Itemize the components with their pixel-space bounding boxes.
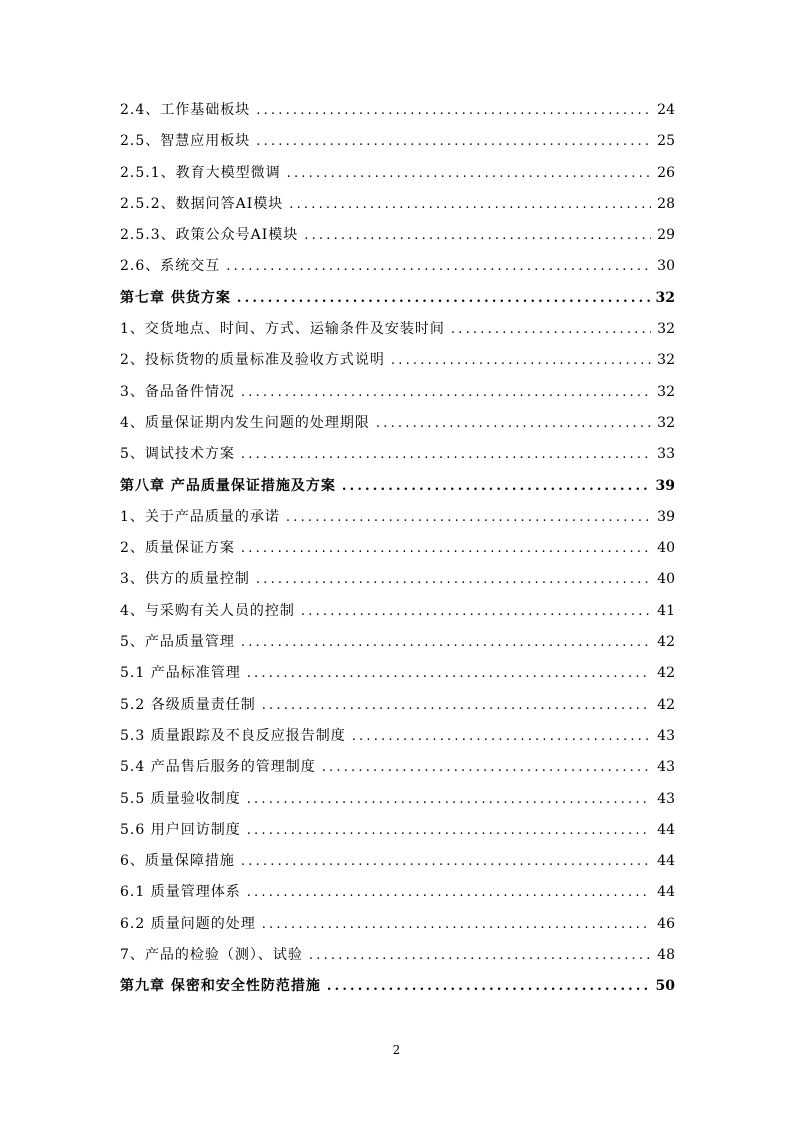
toc-entry[interactable] [120, 940, 675, 971]
toc-entry-page: 29 [657, 227, 675, 244]
toc-leader-dots [289, 189, 651, 220]
toc-entry-page: 32 [655, 289, 675, 306]
toc-entry[interactable] [120, 533, 675, 564]
toc-entry-page: 44 [657, 821, 675, 838]
toc-entry[interactable] [120, 251, 675, 282]
toc-entry-title: 5.6 用户回访制度 [120, 821, 241, 838]
toc-entry-page: 44 [657, 853, 675, 870]
toc-leader-dots [376, 408, 651, 439]
toc-entry[interactable] [120, 220, 675, 251]
toc-entry-title: 4、与采购有关人员的控制 [120, 602, 295, 619]
toc-entry[interactable] [120, 877, 675, 908]
toc-entry-page: 39 [657, 508, 675, 525]
toc-entry-title: 5.1 产品标准管理 [120, 665, 241, 682]
toc-entry-title: 5.3 质量跟踪及不良反应报告制度 [120, 727, 346, 744]
toc-leader-dots [256, 564, 651, 595]
toc-leader-dots [262, 909, 651, 940]
toc-leader-dots [241, 533, 651, 564]
toc-entry-title: 2、质量保证方案 [120, 540, 235, 557]
toc-entry-page: 32 [657, 414, 675, 431]
toc-entry-title: 4、质量保证期内发生问题的处理期限 [120, 414, 370, 431]
toc-entry-page: 32 [657, 383, 675, 400]
toc-entry-title: 7、产品的检验（测）、试验 [120, 947, 303, 964]
toc-entry[interactable] [120, 846, 675, 877]
toc-entry-page: 24 [657, 102, 675, 118]
toc-entry-title: 1、关于产品质量的承诺 [120, 508, 280, 525]
toc-leader-dots [247, 877, 651, 908]
toc-entry-title: 5.5 质量验收制度 [120, 790, 241, 807]
toc-chapter-entry[interactable] [120, 471, 675, 502]
toc-entry-title: 2.5.2、数据问答AI模块 [120, 195, 284, 212]
toc-entry-page: 46 [657, 915, 675, 932]
toc-entry-page: 25 [657, 133, 675, 150]
toc-entry[interactable] [120, 345, 675, 376]
toc-entry[interactable] [120, 658, 675, 689]
toc-leader-dots [287, 158, 651, 189]
toc-entry[interactable] [120, 95, 675, 126]
toc-entry[interactable] [120, 189, 675, 220]
toc-entry[interactable] [120, 158, 675, 189]
toc-leader-dots [391, 345, 651, 376]
toc-leader-dots [327, 971, 650, 1002]
toc-leader-dots [322, 752, 651, 783]
toc-entry-title: 1、交货地点、时间、方式、运输条件及安装时间 [120, 321, 445, 338]
toc-entry-page: 30 [657, 258, 675, 275]
toc-entry[interactable] [120, 596, 675, 627]
toc-entry[interactable] [120, 439, 675, 470]
toc-entry-page: 42 [657, 634, 675, 651]
toc-entry-page: 44 [657, 884, 675, 901]
toc-leader-dots [247, 815, 651, 846]
toc-entry-title: 5.4 产品售后服务的管理制度 [120, 759, 316, 776]
toc-leader-dots [342, 471, 650, 502]
toc-entry-title: 5、产品质量管理 [120, 634, 235, 651]
toc-entry[interactable] [120, 784, 675, 815]
toc-entry-page: 33 [657, 446, 675, 463]
toc-leader-dots [352, 721, 651, 752]
toc-entry-title: 第九章 保密和安全性防范措施 [120, 978, 321, 995]
toc-entry[interactable] [120, 909, 675, 940]
toc-entry[interactable] [120, 690, 675, 721]
toc-entry-title: 第七章 供货方案 [120, 289, 231, 306]
toc-entry-title: 6、质量保障措施 [120, 853, 235, 870]
toc-entry-page: 32 [657, 321, 675, 338]
toc-entry-title: 2、投标货物的质量标准及验收方式说明 [120, 352, 385, 369]
table-of-contents [120, 95, 675, 1003]
toc-entry-page: 43 [657, 790, 675, 807]
toc-entry[interactable] [120, 627, 675, 658]
toc-entry-page: 42 [657, 696, 675, 713]
toc-entry-page: 26 [657, 164, 675, 181]
toc-entry-title: 5、调试技术方案 [120, 446, 235, 463]
toc-chapter-entry[interactable] [120, 971, 675, 1002]
toc-leader-dots [226, 251, 651, 282]
toc-entry-page: 40 [657, 571, 675, 588]
toc-entry-title: 第八章 产品质量保证措施及方案 [120, 477, 336, 494]
toc-entry-title: 3、供方的质量控制 [120, 571, 250, 588]
toc-leader-dots [304, 220, 651, 251]
toc-entry-title: 6.2 质量问题的处理 [120, 915, 256, 932]
toc-entry-page: 32 [657, 352, 675, 369]
toc-leader-dots [256, 126, 651, 157]
toc-entry-page: 39 [655, 477, 675, 494]
toc-entry[interactable] [120, 564, 675, 595]
toc-entry-page: 42 [657, 665, 675, 682]
toc-entry[interactable] [120, 752, 675, 783]
toc-entry-page: 43 [657, 759, 675, 776]
toc-entry[interactable] [120, 721, 675, 752]
toc-leader-dots [241, 627, 651, 658]
toc-entry-title: 2.5.3、政策公众号AI模块 [120, 227, 299, 244]
toc-leader-dots [309, 940, 651, 971]
toc-entry[interactable] [120, 377, 675, 408]
toc-entry[interactable] [120, 815, 675, 846]
toc-leader-dots [237, 283, 650, 314]
toc-leader-dots [247, 658, 651, 689]
toc-entry[interactable] [120, 126, 675, 157]
toc-entry-page: 43 [657, 727, 675, 744]
toc-entry-title: 2.5、智慧应用板块 [120, 133, 251, 150]
toc-entry-title: 2.6、系统交互 [120, 258, 221, 275]
toc-entry-title: 3、备品备件情况 [120, 383, 235, 400]
toc-leader-dots [241, 439, 651, 470]
toc-entry-page: 28 [657, 195, 675, 212]
toc-entry-title: 2.5.1、教育大模型微调 [120, 164, 281, 181]
toc-leader-dots [451, 314, 651, 345]
toc-entry[interactable] [120, 314, 675, 345]
toc-chapter-entry[interactable] [120, 283, 675, 314]
toc-leader-dots [247, 784, 651, 815]
toc-entry-page: 41 [657, 602, 675, 619]
toc-entry-page: 48 [657, 947, 675, 964]
toc-leader-dots [241, 846, 651, 877]
toc-leader-dots [286, 502, 651, 533]
toc-entry-page: 50 [655, 978, 675, 995]
toc-entry-title: 6.1 质量管理体系 [120, 884, 241, 901]
toc-entry-title: 2.4、工作基础板块 [120, 102, 251, 118]
toc-leader-dots [241, 377, 651, 408]
toc-entry-title: 5.2 各级质量责任制 [120, 696, 256, 713]
page-number: 2 [392, 1043, 401, 1057]
toc-leader-dots [262, 690, 651, 721]
toc-entry[interactable] [120, 408, 675, 439]
toc-entry[interactable] [120, 502, 675, 533]
toc-leader-dots [301, 596, 651, 627]
toc-entry-page: 40 [657, 540, 675, 557]
toc-leader-dots [256, 95, 651, 126]
